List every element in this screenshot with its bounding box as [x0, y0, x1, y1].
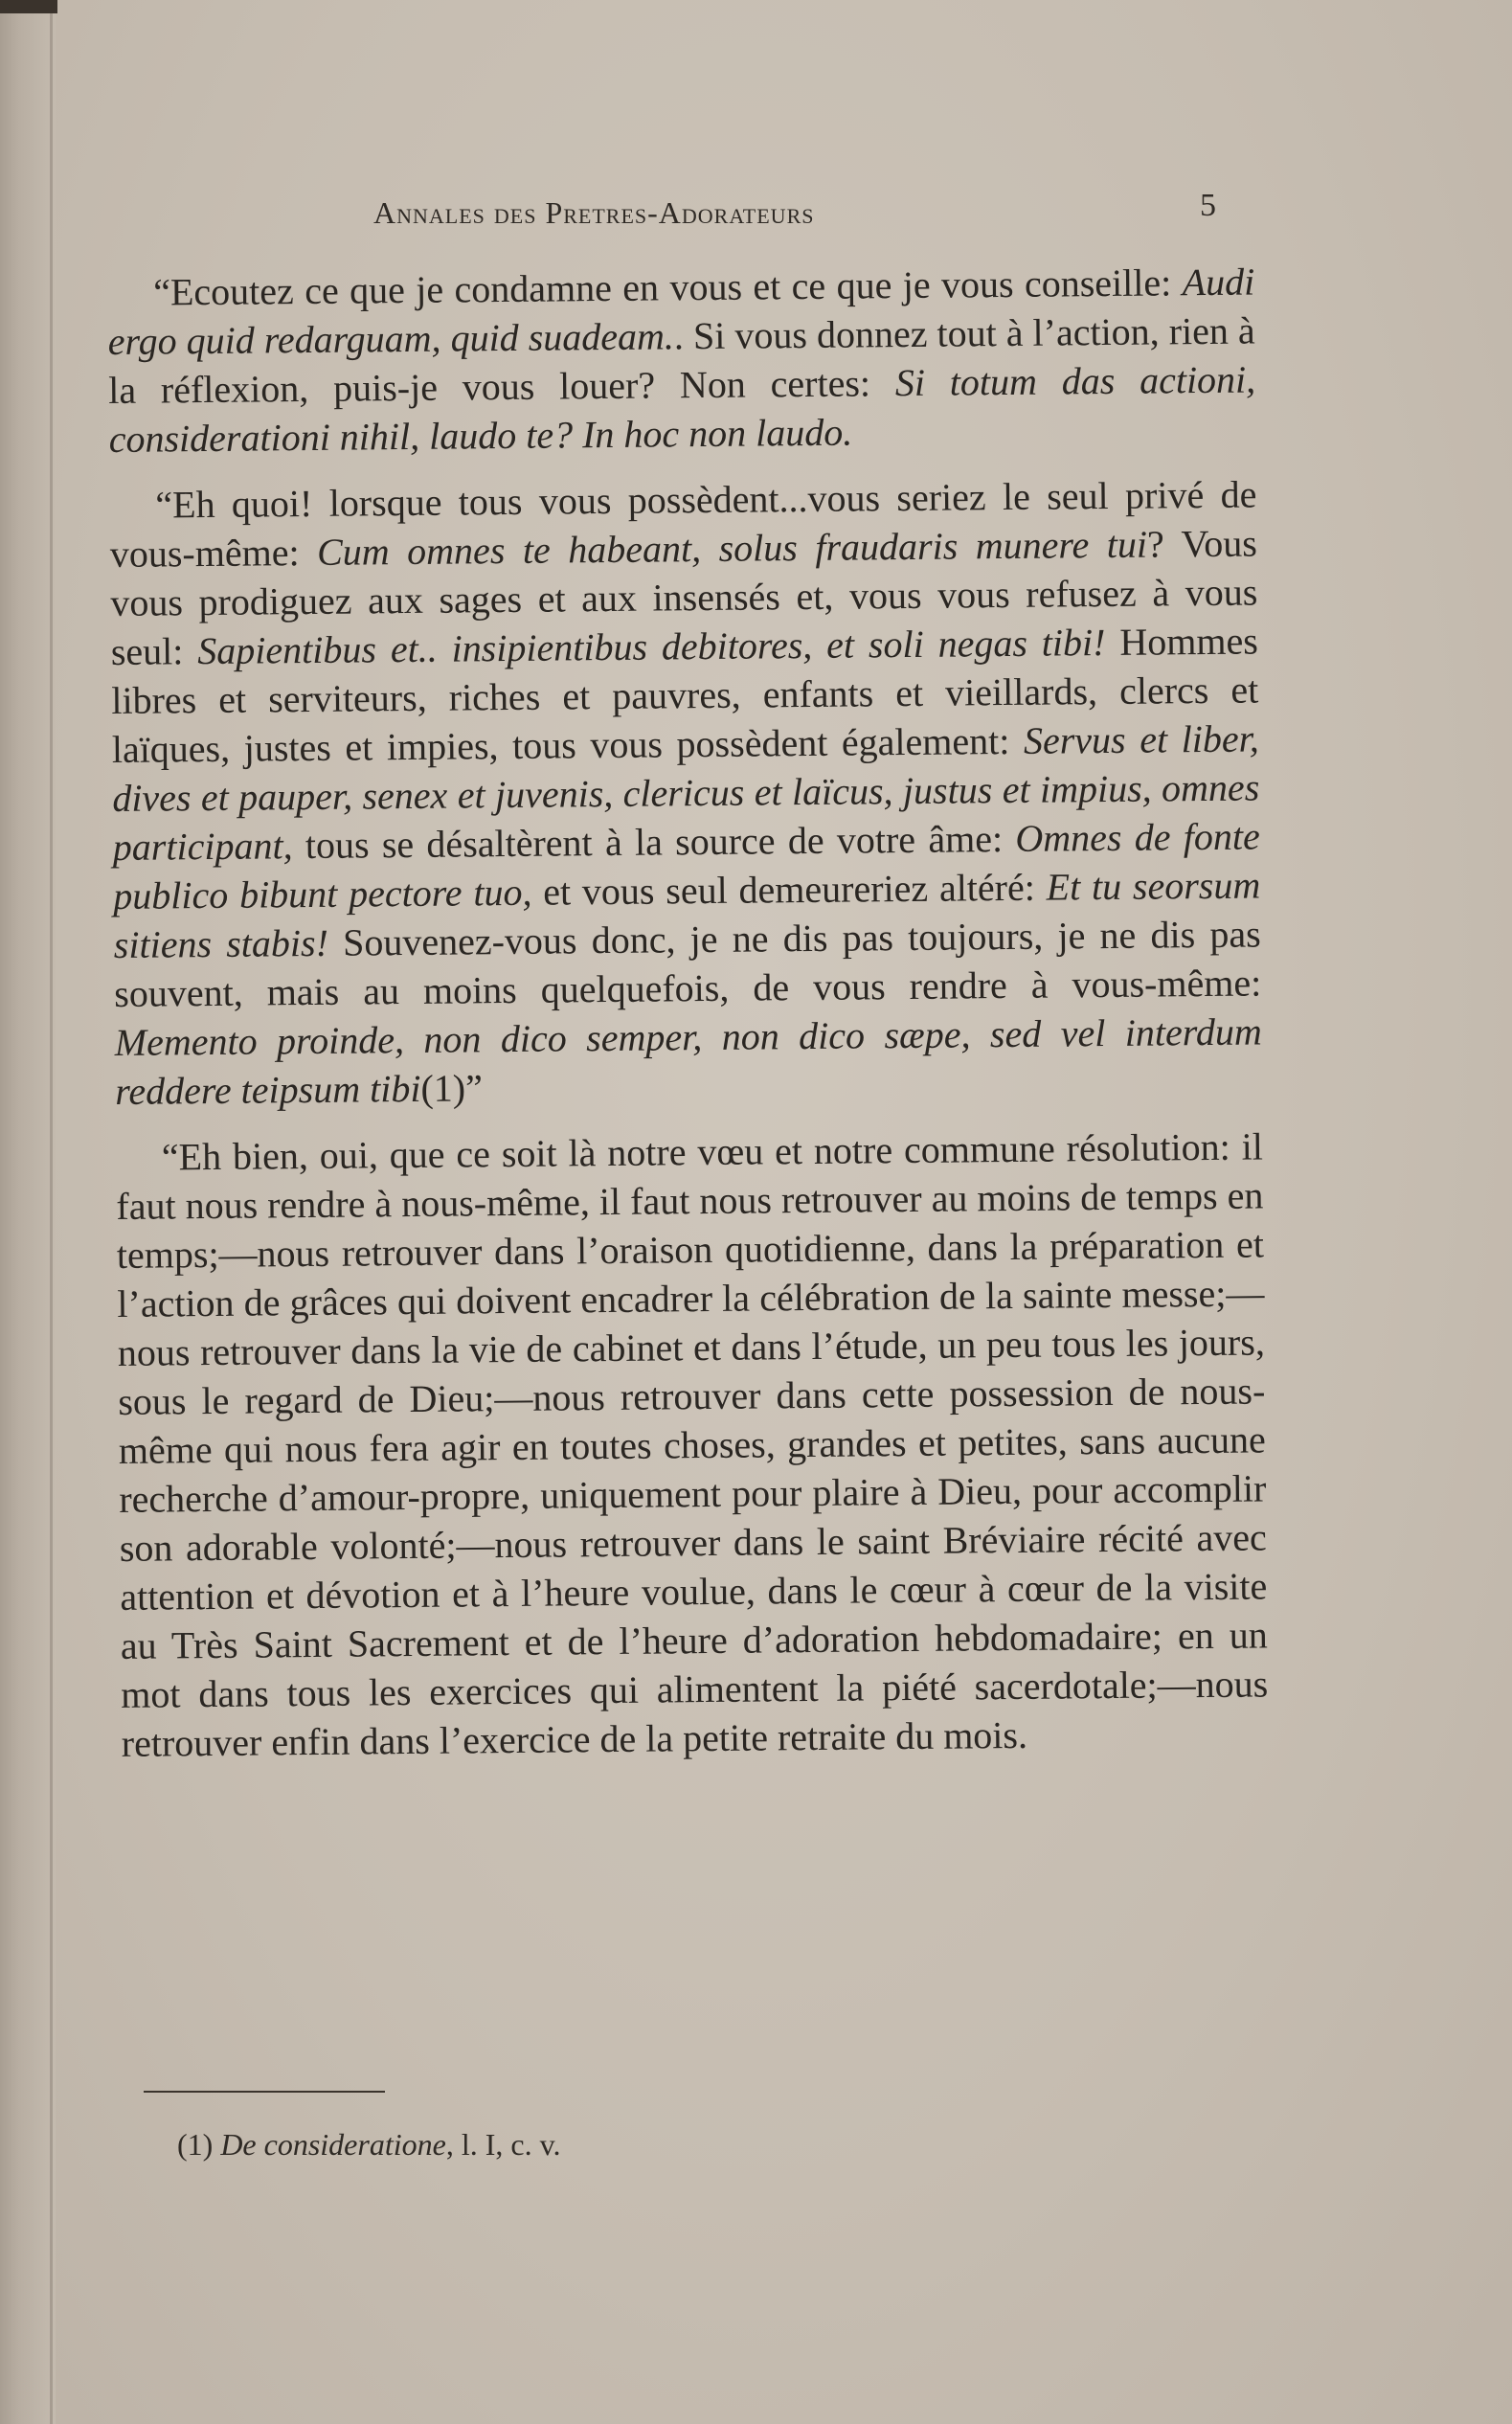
text-segment: “Eh bien, oui, que ce soit là notre vœu et notre commune résolution: il faut nous rendre à nous-même, il faut nous retrouver au moins de temps en temps;—nous retrouver dans l’oraison quotidienne, dans la préparation et l’action de grâces qui doivent encadrer la célébration de la sainte messe;—nous retrouver dans la vie de cabinet et dans l’étude, un peu tous les jours, sous le regard de Dieu;—nous retrouver dans cette possession de nous-même qui nous fera agir en toutes choses, grandes et petites, sans aucune recherche d’amour-propre, uniquement pour plaire à Dieu, pour accomplir son adorable volonté;—nous retrouver dans le saint Bréviaire récité avec attention et dévotion et à l’heure voulue, dans le cœur à cœur de la visite au Très Saint Sacrement et de l’heure d’adoration hebdomadaire; en un mot dans tous les exercices qui alimentent la piété sacerdotale;—nous retrouver enfin dans l’exercice de la petite retraite du mois. [116, 1124, 1269, 1765]
paragraph-1 [107, 258, 1256, 464]
latin-quote: Memento proinde, non dico semper, non dico sæpe, sed vel interdum reddere teipsum tibi [114, 1009, 1262, 1113]
text-segment: Hommes libres et serviteurs, riches et pauvres, enfants et vieillards, clercs et laïques, justes et impies, tous vous possèdent également: [111, 619, 1259, 771]
footnote [177, 2127, 560, 2163]
latin-quote: Sapientibus et.. insipientibus debitores, et soli negas tibi! [197, 621, 1106, 673]
binding-line [50, 0, 53, 2424]
text-segment: Souvenez-vous donc, je ne dis pas toujours, je ne dis pas souvent, mais au moins quelquefois, de vous rendre à vous-même: [114, 912, 1262, 1015]
latin-quote: Audi ergo quid redarguam, quid suadeam. [107, 260, 1255, 363]
latin-quote: Servus et liber, dives et pauper, senex et juvenis, clericus et laïcus, justus et impius, omnes participant, [112, 716, 1260, 869]
text-segment: “Eh quoi! lorsque tous vous possèdent...vous seriez le seul privé de vous-même: [109, 472, 1257, 576]
footnote-rule [144, 2091, 385, 2093]
text-segment: tous se désaltèrent à la source de votre âme: [292, 816, 1016, 868]
page-corner-strip [0, 0, 57, 13]
text-segment: . Si vous donnez tout à l’action, rien à la réflexion, puis-je vous louer? Non certes: [108, 308, 1255, 412]
latin-quote: Omnes de fonte publico bibunt pectore tuo, [113, 814, 1260, 917]
footnote-reference: (1)” [420, 1066, 484, 1110]
paragraph-3 [116, 1121, 1269, 1767]
text-segment: “Ecoutez ce que je condamne en vous et ce que je vous conseille: [153, 261, 1183, 314]
body-text [107, 258, 1269, 1785]
text-segment: et vous seul demeureriez altéré: [531, 865, 1047, 914]
running-head: Annales des Pretres-Adorateurs [373, 195, 815, 230]
paragraph-2 [109, 469, 1262, 1115]
footnote-title: De consideratione [220, 2127, 446, 2162]
latin-quote: Si totum das actioni, considerationi nihil, laudo te? In hoc non laudo. [108, 357, 1256, 461]
footnote-reference-text: , l. I, c. v. [445, 2127, 561, 2162]
footnote-marker: (1) [177, 2127, 214, 2162]
latin-quote: Cum omnes te habeant, solus fraudaris munere tui [316, 522, 1148, 574]
latin-quote: Et tu seorsum sitiens stabis! [113, 863, 1261, 966]
text-segment: ? Vous vous prodiguez aux sages et aux insensés et, vous vous refusez à vous seul: [110, 521, 1258, 673]
binding-edge [0, 0, 56, 2424]
page-number: 5 [1200, 188, 1216, 223]
